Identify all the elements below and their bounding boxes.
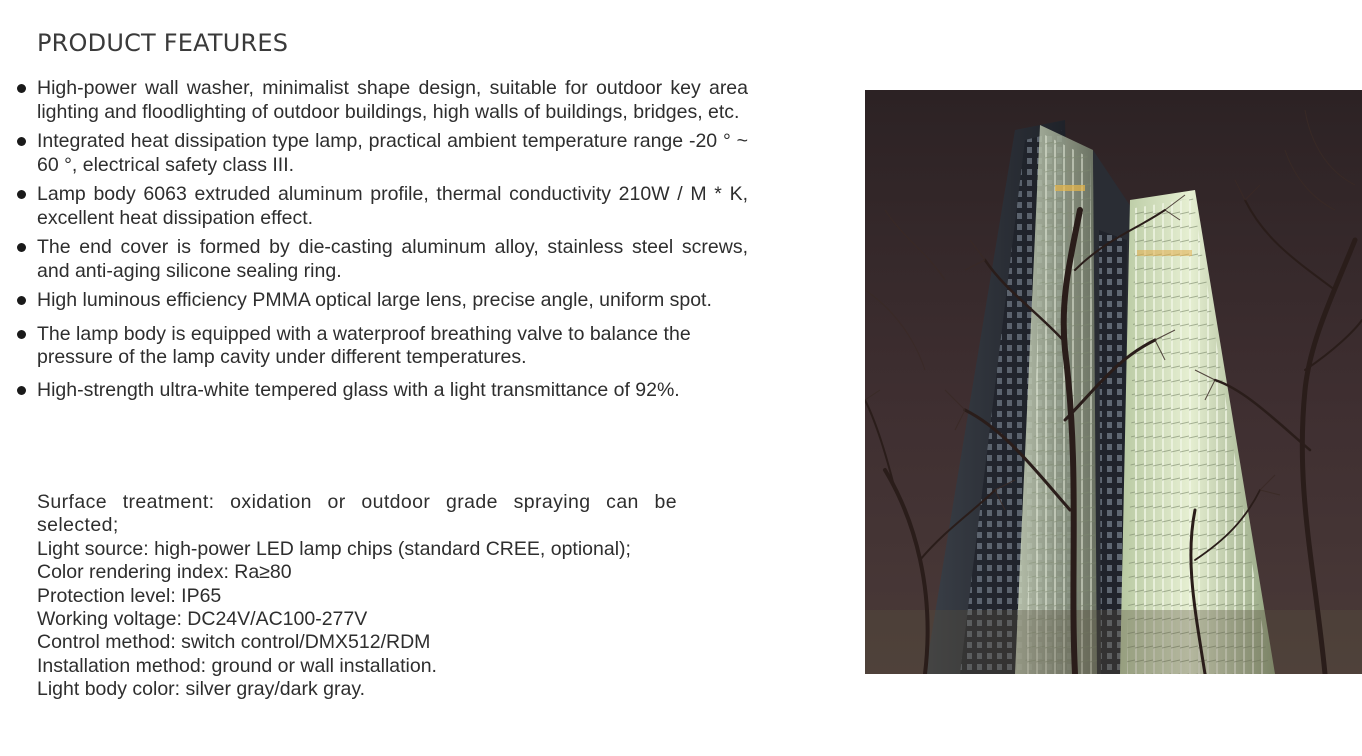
feature-text: High-power wall washer, minimalist shape design, suitable for outdoor key area lighting and floodlighting of outdoor buildings, high walls of buildings, bridges, etc. xyxy=(37,77,748,123)
feature-item xyxy=(0,183,748,230)
feature-item xyxy=(0,289,748,313)
feature-item xyxy=(0,130,748,177)
feature-list xyxy=(0,77,760,402)
bullet-icon xyxy=(17,330,26,339)
feature-text: Lamp body 6063 extruded aluminum profile, thermal conductivity 210W / M * K, excellent heat dissipation effect. xyxy=(37,183,748,229)
feature-text: The lamp body is equipped with a waterproof breathing valve to balance the pressure of the lamp cavity under different temperatures. xyxy=(37,322,691,368)
bullet-icon xyxy=(17,243,26,252)
feature-item xyxy=(0,77,748,124)
spec-color-rendering: Color rendering index: Ra≥80 xyxy=(37,561,292,584)
spec-working-voltage: Working voltage: DC24V/AC100-277V xyxy=(37,608,368,631)
spec-surface-treatment: Surface treatment: oxidation or outdoor grade spraying can be selected; xyxy=(37,491,677,537)
building-night-photo xyxy=(865,90,1362,674)
page-title: PRODUCT FEATURES xyxy=(37,29,289,57)
bullet-icon xyxy=(17,296,26,305)
spec-body-color: Light body color: silver gray/dark gray. xyxy=(37,678,366,701)
spec-block xyxy=(37,491,682,702)
feature-text: High-strength ultra-white tempered glass with a light transmittance of 92%. xyxy=(37,378,680,401)
spec-control-method: Control method: switch control/DMX512/RDM xyxy=(37,631,431,654)
bullet-icon xyxy=(17,386,26,395)
spec-protection-level: Protection level: IP65 xyxy=(37,584,222,607)
feature-text: The end cover is formed by die-casting aluminum alloy, stainless steel screws, and anti-aging silicone sealing ring. xyxy=(37,236,748,282)
feature-item xyxy=(0,323,757,370)
bullet-icon xyxy=(17,84,26,93)
feature-text: High luminous efficiency PMMA optical large lens, precise angle, uniform spot. xyxy=(37,289,712,311)
spec-installation-method: Installation method: ground or wall installation. xyxy=(37,654,437,677)
feature-text: Integrated heat dissipation type lamp, practical ambient temperature range -20 ° ~ 60 °, electrical safety class III. xyxy=(37,130,748,176)
spec-light-source: Light source: high-power LED lamp chips (standard CREE, optional); xyxy=(37,537,631,560)
feature-item xyxy=(0,236,748,283)
bullet-icon xyxy=(17,137,26,146)
feature-item xyxy=(0,379,748,403)
bullet-icon xyxy=(17,190,26,199)
